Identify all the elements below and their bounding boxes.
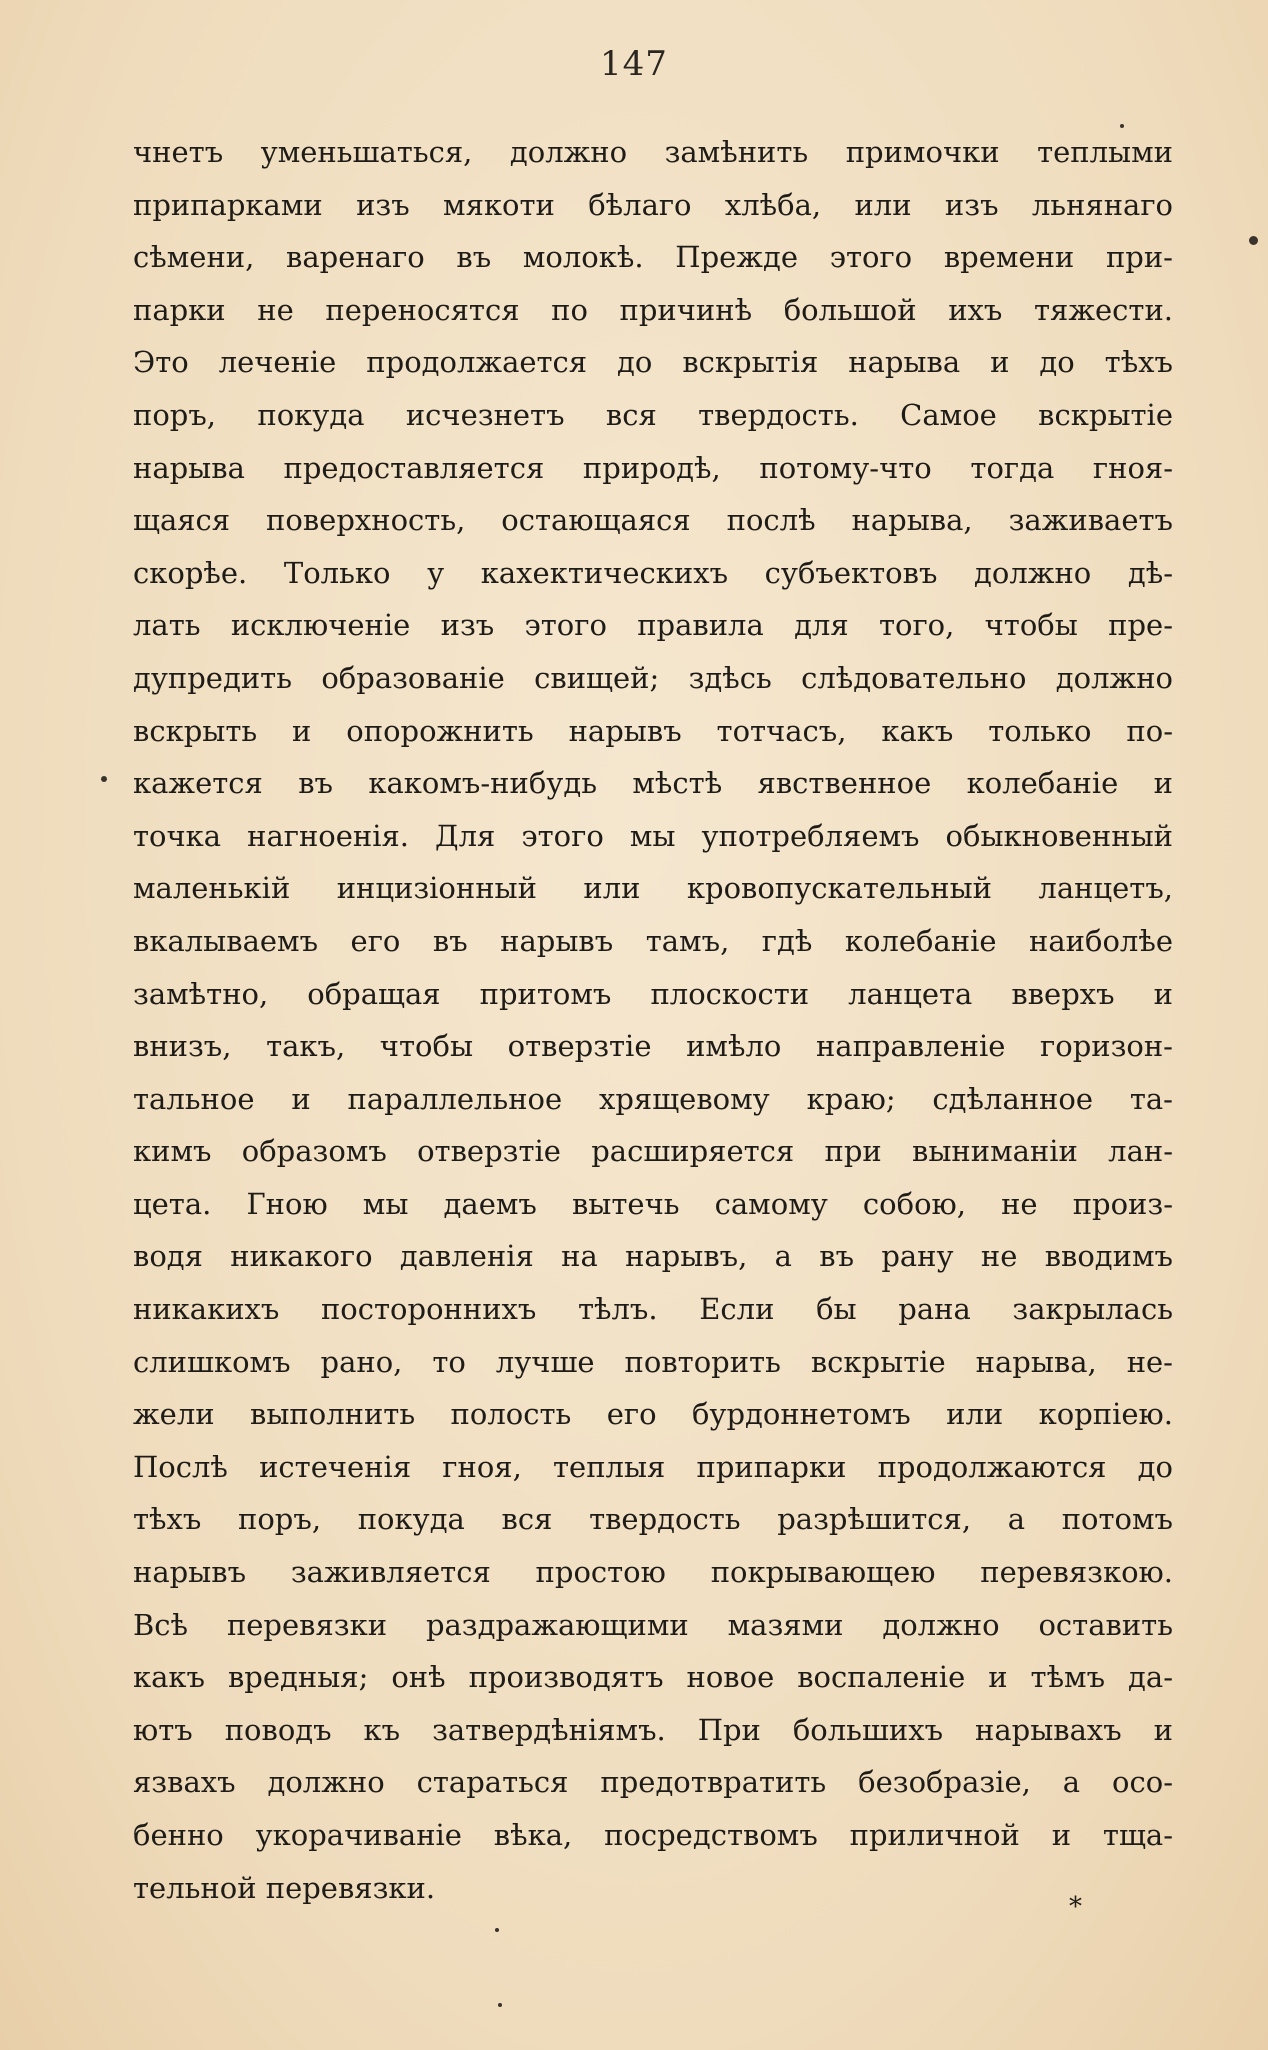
ink-speck — [1120, 124, 1124, 128]
text-line: скорѣе. Только у кахектическихъ субъектовъ должно дѣ- — [133, 555, 1173, 590]
text-line: водя никакого давленія на нарывъ, а въ рану не вводимъ — [133, 1239, 1173, 1274]
text-line: дупредить образованіе свищей; здѣсь слѣдовательно должно — [133, 660, 1173, 695]
text-line: вскрыть и опорожнить нарывъ тотчасъ, какъ только по- — [133, 713, 1173, 748]
text-line: щаяся поверхность, остающаяся послѣ нарыва, заживаетъ — [133, 503, 1173, 538]
text-line: поръ, покуда исчезнетъ вся твердость. Самое вскрытіе — [133, 397, 1173, 432]
text-line: лать исключеніе изъ этого правила для того, чтобы пре- — [133, 608, 1173, 643]
text-line: цета. Гною мы даемъ вытечь самому собою, не произ- — [133, 1186, 1173, 1221]
body-text — [133, 126, 1173, 1914]
text-line: жели выполнить полость его бурдоннетомъ или корпіею. — [133, 1397, 1173, 1432]
text-line: вкалываемъ его въ нарывъ тамъ, гдѣ колебаніе наиболѣе — [133, 923, 1173, 958]
text-line: Всѣ перевязки раздражающими мазями должно оставить — [133, 1607, 1173, 1642]
ink-speck — [1249, 236, 1258, 245]
text-line: тельной перевязки. — [133, 1870, 436, 1905]
ink-speck — [495, 1928, 499, 1932]
ink-speck — [498, 2003, 502, 2007]
text-line: тальное и параллельное хрящевому краю; сдѣланное та- — [133, 1081, 1173, 1116]
text-line: кимъ образомъ отверзтіе расширяется при выниманіи лан- — [133, 1134, 1173, 1169]
text-line: Послѣ истеченія гноя, теплыя припарки продолжаются до — [133, 1449, 1173, 1484]
text-line: Это леченіе продолжается до вскрытія нарыва и до тѣхъ — [133, 345, 1173, 380]
text-line: нарыва предоставляется природѣ, потому-что тогда гноя- — [133, 450, 1173, 485]
text-line: слишкомъ рано, то лучше повторить вскрытіе нарыва, не- — [133, 1344, 1173, 1379]
text-line: припарками изъ мякоти бѣлаго хлѣба, или изъ льнянаго — [133, 187, 1173, 222]
text-line: сѣмени, варенаго въ молокѣ. Прежде этого времени при- — [133, 240, 1173, 275]
text-line: тѣхъ поръ, покуда вся твердость разрѣшится, а потомъ — [133, 1502, 1173, 1537]
text-line: какъ вредныя; онѣ производятъ новое воспаленіе и тѣмъ да- — [133, 1660, 1173, 1695]
text-line: замѣтно, обращая притомъ плоскости ланцета вверхъ и — [133, 976, 1173, 1011]
text-line: язвахъ должно стараться предотвратить безобразіе, а осо- — [133, 1765, 1173, 1800]
text-line: бенно укорачиваніе вѣка, посредствомъ приличной и тща- — [133, 1818, 1173, 1852]
text-line: ютъ поводъ къ затвердѣніямъ. При большихъ нарывахъ и — [133, 1712, 1173, 1747]
text-line: маленькій инцизіонный или кровопускательный ланцетъ, — [133, 871, 1173, 906]
text-line: парки не переносятся по причинѣ большой ихъ тяжести. — [133, 292, 1173, 327]
text-line: чнетъ уменьшаться, должно замѣнить примочки теплыми — [133, 135, 1173, 169]
end-mark: * — [1069, 1892, 1082, 1922]
text-line: кажется въ какомъ-нибудь мѣстѣ явственное колебаніе и — [133, 766, 1173, 801]
text-line: внизъ, такъ, чтобы отверзтіе имѣло направленіе горизон- — [133, 1029, 1173, 1064]
text-line: нарывъ заживляется простою покрывающею перевязкою. — [133, 1555, 1173, 1590]
text-line: никакихъ постороннихъ тѣлъ. Если бы рана закрылась — [133, 1292, 1173, 1327]
text-line: точка нагноенія. Для этого мы употребляемъ обыкновенный — [133, 818, 1173, 853]
ink-speck — [101, 776, 107, 782]
page-number: 147 — [600, 44, 668, 84]
